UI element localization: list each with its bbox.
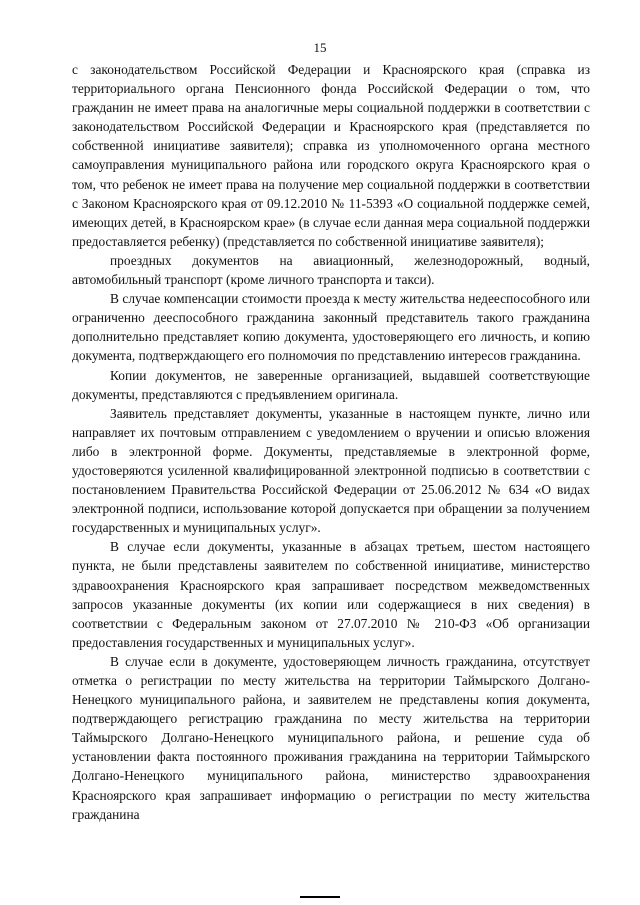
paragraph-1: с законодательством Российской Федерации и Красноярского края (справка из территориального органа Пенсионного фонда Российской Федерации о том, что гражданин не имеет права на аналогичные меры социальной поддержки в соответствии с законодательством Российской Федерации и Красноярского края (представляется по собственной инициативе заявителя); справка из уполномоченного органа местного самоуправления муниципального района или городского округа Красноярского края о том, что ребенок не имеет права на получение мер социальной поддержки в соответствии с Законом Красноярского края от 09.12.2010 № 11-5393 «О социальной поддержке семей, имеющих детей, в Красноярском крае» (в случае если данная мера социальной поддержки предоставляется ребенку) (представляется по собственной инициативе заявителя);: [72, 62, 590, 249]
document-body: [72, 60, 590, 824]
paragraph-5: Заявитель представляет документы, указанные в настоящем пункте, лично или направляет их почтовым отправлением с уведомлением о вручении и описью вложения либо в электронной форме. Документы, представляемые в электронной форме, удостоверяются усиленной квалифицированной электронной подписью в соответствии с постановлением Правительства Российской Федерации от 25.06.2012 № 634 «О видах электронной подписи, использование которой допускается при обращении за получением государственных и муниципальных услуг».: [72, 405, 590, 536]
page-number: 15: [313, 40, 327, 55]
paragraph-4: Копии документов, не заверенные организацией, выдавшей соответствующие документы, представляются с предъявлением оригинала.: [72, 367, 590, 402]
page-bottom-mark: [300, 896, 340, 898]
paragraph-7: В случае если в документе, удостоверяющем личность гражданина, отсутствует отметка о регистрации по месту жительства на территории Таймырского Долгано-Ненецкого муниципального района, и заявителем не представлены копия документа, подтверждающего регистрацию гражданина по месту жительства на территории Таймырского Долгано-Ненецкого муниципального района, и решение суда об установлении факта постоянного проживания гражданина на территории Таймырского Долгано-Ненецкого муниципального района, министерство здравоохранения Красноярского края запрашивает информацию о регистрации по месту жительства гражданина: [72, 653, 590, 822]
paragraph-3: В случае компенсации стоимости проезда к месту жительства недееспособного или ограниченно дееспособного гражданина законный представитель такого гражданина дополнительно представляет копию документа, удостоверяющего его личность, и копию документа, подтверждающего его полномочия по представлению интересов гражданина.: [72, 291, 590, 364]
paragraph-2: проездных документов на авиационный, железнодорожный, водный, автомобильный транспорт (кроме личного транспорта и такси).: [72, 252, 590, 288]
paragraph-6: В случае если документы, указанные в абзацах третьем, шестом настоящего пункта, не были представлены заявителем по собственной инициативе, министерство здравоохранения Красноярского края запрашивает посредством межведомственных запросов указанные документы (их копии или содержащиеся в них сведения) в соответствии с Федеральным законом от 27.07.2010 № 210-ФЗ «Об организации предоставления государственных и муниципальных услуг».: [72, 539, 590, 650]
